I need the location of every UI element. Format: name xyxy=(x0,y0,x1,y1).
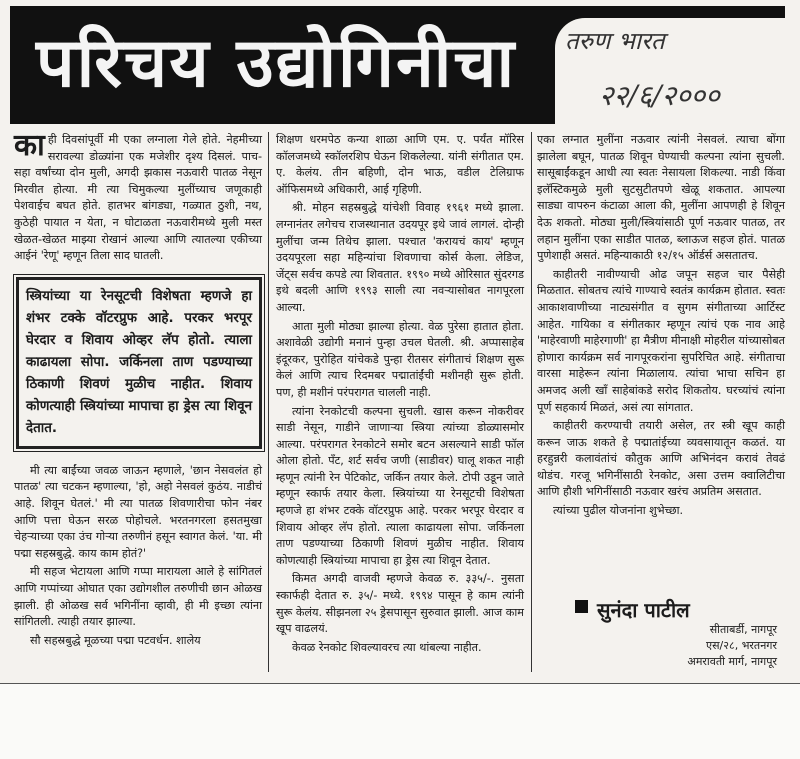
article-column-1 xyxy=(14,128,262,651)
newspaper-source: तरुण भारत xyxy=(565,27,665,55)
article-header xyxy=(10,6,785,124)
drop-cap: का xyxy=(14,128,45,163)
column-1-paragraph: काही दिवसांपूर्वी मी एका लग्नाला गेले होते. नेहमीच्या सरावल्या डोळ्यांना एक मजेशीर दृश्य दिसलं. पाच-सहा वर्षांच्या दोन मुली, अगदी झकास नऊवारी पातळ नेसून मिरवीत होत्या. मी त्या चिमुकल्या मुलींच्याच जणूकाही पेशवाईच बघत होते. हातभर बांगड्या, गळ्यात ठुशी, नथ, कुठेही पायात न येता, न घोटाळता नऊवारीमध्ये मुली मस्त खेळत-खेळत माझ्या रोखानं आल्या आणि त्यातल्या एकीच्या आईनं 'रेणू' म्हणून तिला साद घातली. xyxy=(14,128,262,263)
column-2-paragraph: त्यांना रेनकोटची कल्पना सुचली. खास करून नोकरीवर साडी नेसून, गाडीने जाणाऱ्या स्त्रिया त्यांच्या डोळ्यासमोर आल्या. परंपरागत रेनकोटने समोर बटन असल्याने साडी फॉल ओला होतो. पँट, शर्ट सर्वच जणी (साडीवर) घालू शकत नाही म्हणून त्यांनी रेन पेटिकोट, जर्किन तयार केले. टोपी उडून जाते म्हणून स्कार्फ तयार केला. स्त्रियांच्या या रेनसूटची विशेषता म्हणजे हा शंभर टक्के वॉटरप्रुफ आहे. परकर भरपूर घेरदार व शिवाय ओव्हर लॅप होतो. त्याला काढायला सोपा. जर्किनला ताण पडण्याच्या ठिकाणी शिवणं मुळीच नाहीत. शिवाय कोणत्याही स्त्रियांच्या मापाचा हा ड्रेस त्या शिवून देतात. xyxy=(276,404,524,567)
newspaper-stamp xyxy=(555,18,785,124)
blank-margin xyxy=(0,684,800,759)
address-line: अमरावती मार्ग, नागपूर xyxy=(687,655,777,668)
column-2-paragraph: केवळ रेनकोट शिवल्यावरच त्या थांबल्या नाहीत. xyxy=(292,640,482,654)
address-line: सीताबर्डी, नागपूर xyxy=(709,623,777,636)
column-divider-1 xyxy=(268,132,269,672)
author-name: सुनंदा पाटील xyxy=(597,598,690,622)
article-column-3 xyxy=(537,132,785,522)
column-3-paragraph: काहीतरी करण्याची तयारी असेल, तर स्त्री खूप काही करून जाऊ शकते हे पद्मातांईच्या व्यवसायातून कळतं. या हरहुन्नरी कलावंतांचं कौतुक आणि अभिनंदन करावं तेवढं थोडंच. गरजू भगिनींसाठी रेनकोट, असा उत्तम क्वालिटीचा आणि हौशी भगिनींसाठी नऊवार खरंच अप्रतिम असतात. xyxy=(537,419,785,499)
column-2-paragraph: श्री. मोहन सहस्रबुद्धे यांचेशी विवाह १९६१ मध्ये झाला. लग्नानंतर लगेचच राजस्थानात उदयपूर इथे जावं लागलं. दोन्ही मुलींचा जन्म तिथेच झाला. पश्चात 'करायचं काय' म्हणून उदयपूरला सहा महिन्यांचा शिवणाचा कोर्स केला. लेडिज, जेंट्स सर्वच कपडे त्या शिवतात. १९९० मध्ये ओरिसात सुंदरगड इथे बदली आणि १९९३ साली त्या नवऱ्यासोबत नागपूरला आल्या. xyxy=(276,201,524,314)
column-1-paragraph: सौ सहस्रबुद्धे मूळच्या पद्मा पटवर्धन. शालेय xyxy=(30,633,201,647)
publication-date: २२/६/२००० xyxy=(599,79,720,112)
column-3-paragraph: काहीतरी नावीण्याची ओढ जपून सहज चार पैसेही मिळतात. सोबतच त्यांचे गाण्याचे स्वतंत्र कार्यक्रम होतात. स्वतः आकाशवाणीच्या नाट्यसंगीत व सुगम संगीताच्या आर्टिस्ट आहेत. गायिका व संगीतकार म्हणून त्यांचं एक नाव आहे 'माहेरवाणी माहेरगाणी' हा मैत्रीण मीनाक्षी मोहरील यांच्यासोबत होणारा कार्यक्रम सर्व नागपूरकरांना सुपरिचित आहे. संगीताचा वारसा माहेरून त्यांना मिळालाय. त्यांचा भाचा सचिन हा अमजद अली खाँ साहेबांकडे सरोद शिकतोय. घरच्यांचं त्यांना पूर्ण सहकार्य मिळतं, असं त्या सांगतात. xyxy=(537,267,785,414)
column-1-paragraph: मी सहज भेटायला आणि गप्पा मारायला आले हे सांगितलं आणि गप्पांच्या ओघात एका उद्योगशील तरुणीची छान ओळख झाली. ही ओळख सर्व भगिनींना व्हावी, ही मी इच्छा त्यांना सांगितली. त्याही तयार झाल्या. xyxy=(14,565,262,629)
pull-quote-box: स्त्रियांच्या या रेनसूटची विशेषता म्हणजे हा शंभर टक्के वॉटरप्रुफ आहे. परकर भरपूर घेरदार व शिवाय ओव्हर लॅप होतो. त्याला काढायला सोपा. जर्किनला ताण पडण्याच्या ठिकाणी शिवणं मुळीच नाहीत. शिवाय कोणत्याही स्त्रियांच्या मापाचा हा ड्रेस त्या शिवून देतात. xyxy=(16,277,262,449)
column-2-paragraph: किमत अगदी वाजवी म्हणजे केवळ रु. ३३५/-. नुसता स्कार्फही देतात रु. ३५/- मध्ये. १९९४ पासून हे काम त्यांनी सुरू केलंय. सीझनला २५ ड्रेसपासून सुरुवात झाली. आज काम खूप वाढलयं. xyxy=(276,572,524,636)
column-3-paragraph: त्यांच्या पुढील योजनांना शुभेच्छा. xyxy=(553,504,684,518)
column-2-paragraph: शिक्षण धरमपेठ कन्या शाळा आणि एम. ए. पर्यंत मॉरिस कॉलजमध्ये स्कॉलरशिप घेऊन शिकलेल्या. यांनी संगीतात एम. ए. केलंय. तीन बहिणी, दोन भाऊ, वडील टेलिग्राफ ऑफिसमध्ये अधिकारी, आई गृहिणी. xyxy=(276,133,524,196)
column-3-paragraph: एका लग्नात मुलींना नऊवार त्यांनी नेसवलं. त्याचा बोंगा झालेला बघून, पातळ शिवून घेण्याची कल्पना त्यांना सुचली. सासूबाईंकडून आधी त्या स्वतः नेसायला शिकल्या. नाडी किंवा इलॅस्टिकमुळे मुली सुटसुटीतपणे खेळू शकतात. आपल्या साड्या वापरुन कंटाळा आला की, मुलींना आपणही हे शिवून देऊ शकतो. मोठ्या मुली/स्त्रियांसाठी पूर्ण नऊवार पातळ, तर लहान मुलींना एका साडीत पातळ, ब्लाऊज सहज होतं. पातळ पुणेशाही असतं. महिन्याकाठी १२/१५ ऑर्डर्स असतातच. xyxy=(537,133,785,263)
article-column-2 xyxy=(276,132,524,658)
author-address xyxy=(597,622,777,670)
square-bullet-icon xyxy=(575,600,588,613)
column-2-paragraph: आता मुली मोठ्या झाल्या होत्या. वेळ पुरेसा हातात होता. अशावेळी उद्योगी मनानं पुन्हा उचल घेतली. श्री. अप्पासाहेब इंदूरकर, पुरोहित यांचेकडे पुन्हा रीतसर संगीताचं शिक्षण सुरू केलं आणि त्याच रिदमबर पद्मातांईंची मशीनही सुरू होती. पण, ही मशीनं परंपरागत चालली नाही. xyxy=(276,319,524,399)
column-divider-2 xyxy=(531,132,532,672)
article-title: परिचय उद्योगिनीचा xyxy=(36,24,517,103)
column-1-paragraph: मी त्या बाईंच्या जवळ जाऊन म्हणाले, 'छान नेसवलंत हो पातळ' त्या चटकन म्हणाल्या, 'हो, अहो नेसवलं कुठंय. नाडीचं आहे. शिवून घेतलं.' मी त्या पातळ शिवणारीचा फोन नंबर आणि पत्ता घेऊन सरळ पोहोचले. भरतनगरला हसतमुखा चेहऱ्याच्या एका उंच गोऱ्या तरुणीनं हसून स्वागत केलं. 'या. मी पद्मा सहस्रबुद्धे. काय काम होतं?' xyxy=(14,463,262,560)
address-line: एस/२८, भरतनगर xyxy=(706,639,777,652)
